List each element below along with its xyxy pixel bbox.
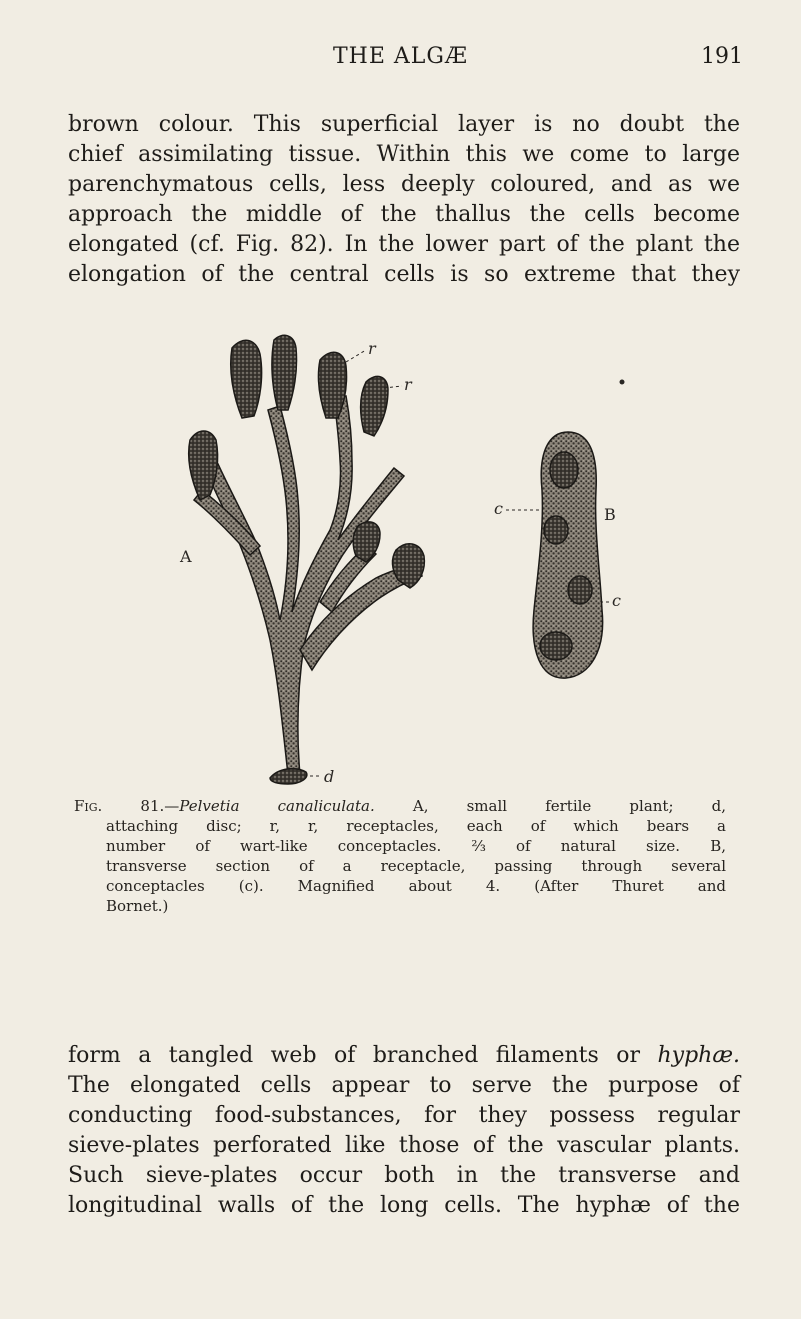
- receptacle-mid-right: [353, 522, 380, 562]
- leader-r-upper: [346, 350, 366, 362]
- receptacle-left: [189, 431, 218, 500]
- term-hyphae: hyphæ.: [657, 1043, 741, 1068]
- text-line: elongated (cf. Fig. 82). In the lower part of the plant the: [68, 232, 740, 257]
- label-c-right: c: [612, 591, 621, 610]
- text-line: sieve-plates perforated like those of the vascular plants.: [68, 1133, 740, 1158]
- label-r-upper: r: [368, 339, 376, 358]
- text-line: approach the middle of the thallus the cells become: [68, 202, 740, 227]
- attaching-disc: [270, 769, 307, 784]
- label-r-lower: r: [404, 375, 412, 394]
- caption-line: transverse section of a receptacle, passing through several: [106, 857, 726, 875]
- receptacle-upper-left: [231, 340, 262, 418]
- text-line: [68, 1041, 740, 1071]
- figure-svg: [170, 320, 630, 790]
- caption-line: number of wart-like conceptacles. ⅔ of natural size. B,: [106, 837, 726, 855]
- dot-mark: [620, 380, 625, 385]
- caption-line: Bornet.): [106, 897, 169, 915]
- caption-line: attaching disc; r, r, receptacles, each of which bears a: [106, 817, 726, 835]
- caption-fig-label: Fig. 81.: [74, 797, 165, 815]
- page-header: [0, 44, 801, 84]
- running-title: THE ALGÆ: [332, 44, 468, 69]
- conceptacle: [544, 516, 568, 544]
- receptacle-upper-mid: [272, 335, 297, 410]
- label-d: d: [324, 767, 335, 786]
- caption-dash: —: [164, 797, 180, 815]
- label-c-left: c: [494, 499, 503, 518]
- figure-caption: [74, 796, 726, 916]
- label-b: B: [604, 505, 616, 524]
- figure-81-illustration: [170, 320, 630, 790]
- text-line: Such sieve-plates occur both in the transverse and: [68, 1163, 740, 1188]
- section-b-drawing: [533, 432, 602, 678]
- text-segment: form a tangled web of branched filaments or: [68, 1043, 641, 1068]
- text-line: brown colour. This superficial layer is no doubt the: [68, 112, 740, 137]
- caption-species: Pelvetia canaliculata.: [179, 797, 375, 815]
- page-number: 191: [701, 44, 743, 69]
- caption-line1-rest: A, small fertile plant; d,: [412, 797, 726, 815]
- text-line: conducting food-substances, for they possess regular: [68, 1103, 740, 1128]
- text-line: The elongated cells appear to serve the purpose of: [68, 1073, 740, 1098]
- plant-a-drawing: [189, 335, 425, 784]
- conceptacle: [550, 452, 578, 488]
- text-line: parenchymatous cells, less deeply coloured, and as we: [68, 172, 740, 197]
- conceptacle: [568, 576, 592, 604]
- body-paragraph-top: [68, 110, 740, 290]
- label-a: A: [180, 547, 192, 566]
- body-paragraph-bottom: [68, 1041, 740, 1221]
- text-line: chief assimilating tissue. Within this we come to large: [68, 142, 740, 167]
- receptacle-r-right: [361, 376, 389, 436]
- caption-line: conceptacles (c). Magnified about 4. (After Thuret and: [106, 877, 726, 895]
- conceptacle: [540, 632, 572, 660]
- caption-line: [74, 796, 726, 816]
- text-line: elongation of the central cells is so extreme that they: [68, 262, 740, 287]
- receptacle-r-upper: [318, 352, 346, 418]
- text-line: longitudinal walls of the long cells. The hyphæ of the: [68, 1193, 740, 1218]
